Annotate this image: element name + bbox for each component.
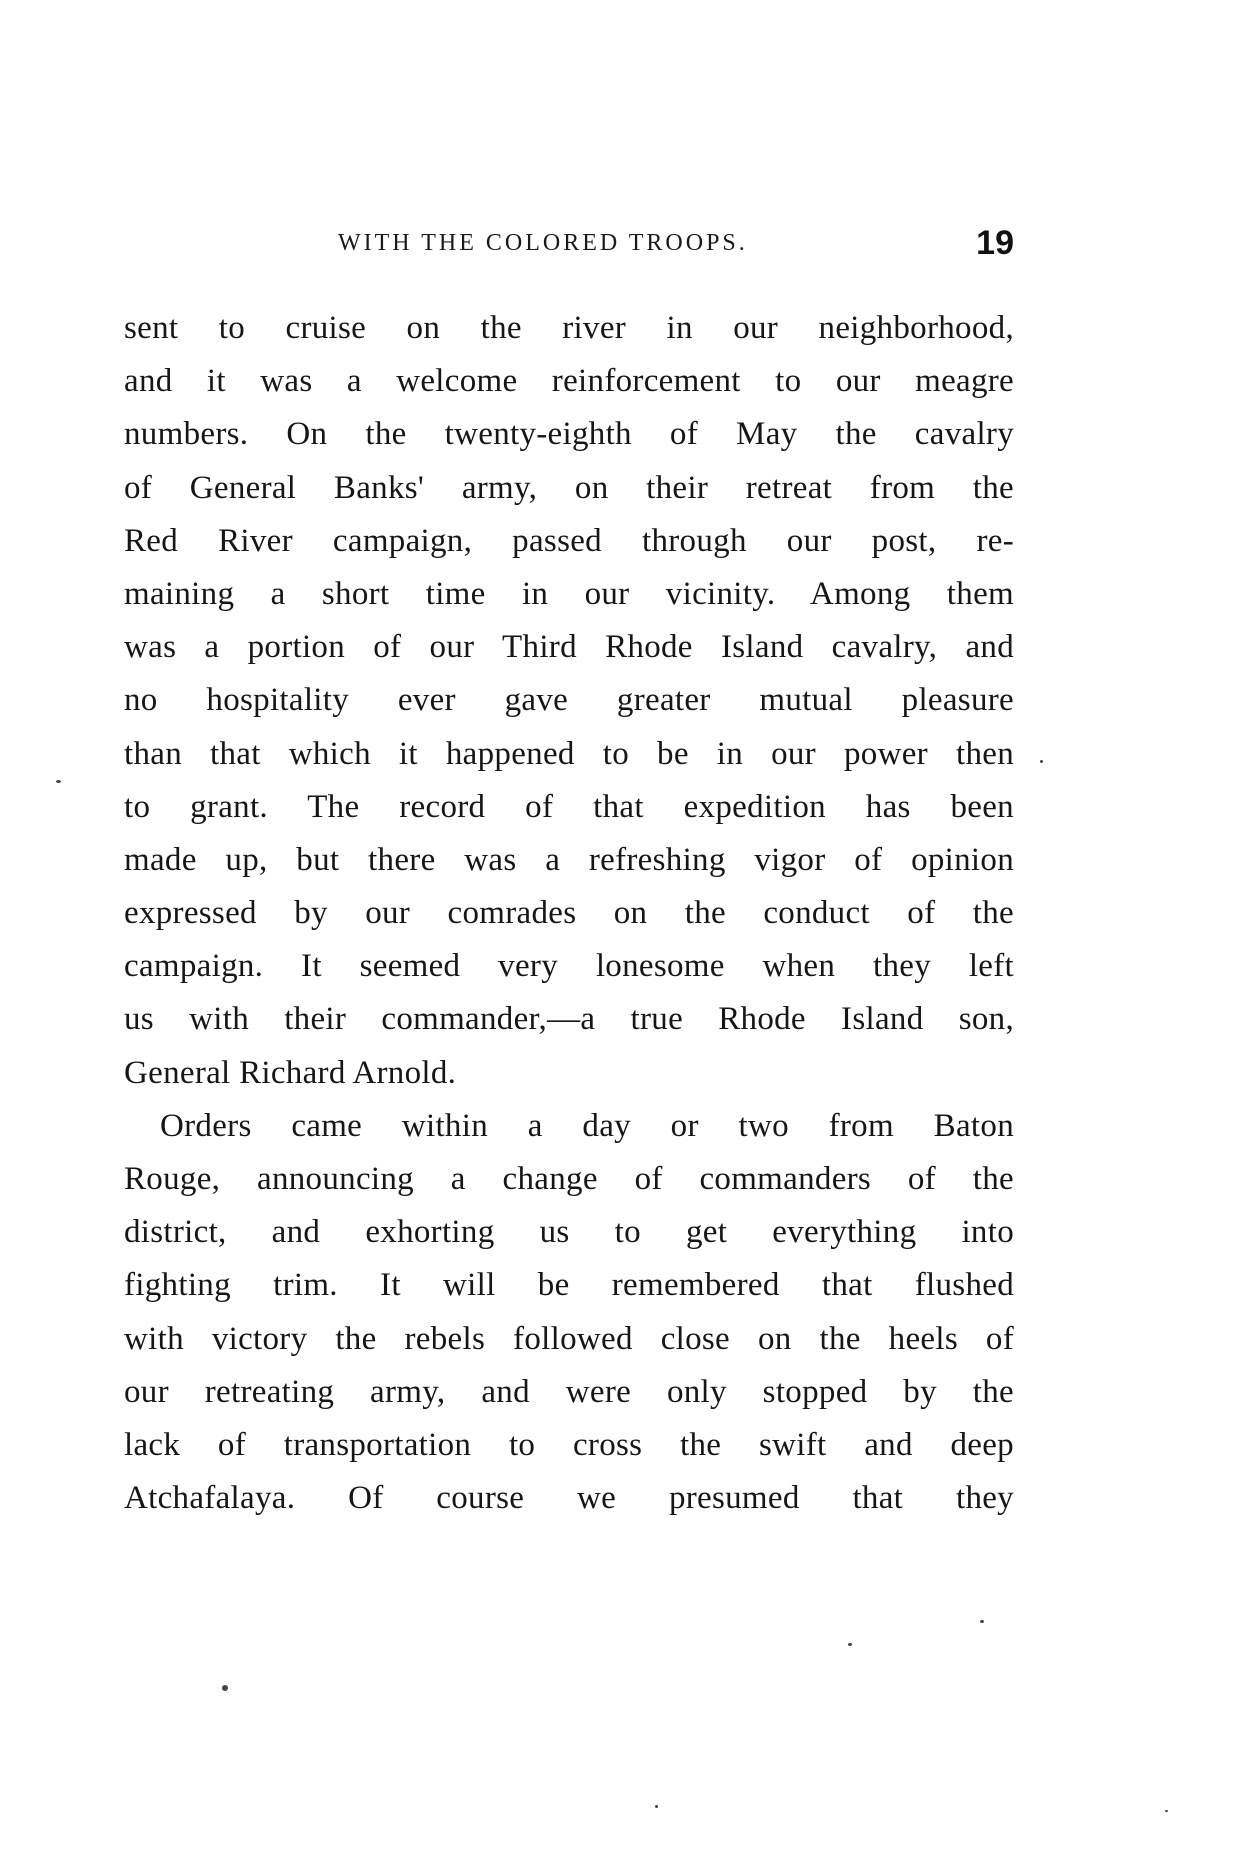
text-line: with victory the rebels followed close on the heels of — [124, 1320, 1014, 1357]
running-title: WITH THE COLORED TROOPS. — [338, 230, 748, 256]
text-line: sent to cruise on the river in our neighborhood, — [124, 310, 1014, 346]
scan-speck — [848, 1643, 852, 1646]
text-line: no hospitality ever gave greater mutual pleasure — [124, 682, 1014, 719]
body-text — [124, 302, 1014, 1525]
text-line: lack of transportation to cross the swift and deep — [124, 1426, 1014, 1463]
page-number: 19 — [976, 224, 1014, 262]
text-line: us with their commander,—a true Rhode Island son, — [124, 1001, 1014, 1038]
text-line: of General Banks' army, on their retreat from the — [124, 469, 1014, 506]
scan-speck — [1165, 1810, 1168, 1812]
text-line: made up, but there was a refreshing vigor of opinion — [124, 841, 1014, 878]
scan-speck — [980, 1620, 984, 1623]
text-line: campaign. It seemed very lonesome when they left — [124, 948, 1014, 985]
text-line: Red River campaign, passed through our post, re- — [124, 522, 1014, 559]
text-line: to grant. The record of that expedition has been — [124, 788, 1014, 825]
text-line: fighting trim. It will be remembered that flushed — [124, 1267, 1014, 1304]
text-line: district, and exhorting us to get everything into — [124, 1214, 1014, 1251]
text-line: Rouge, announcing a change of commanders of the — [124, 1161, 1014, 1197]
text-line: Atchafalaya. Of course we presumed that they — [124, 1480, 1014, 1517]
text-line: Orders came within a day or two from Baton — [160, 1107, 1014, 1144]
paragraph-1 — [124, 302, 1014, 1100]
scan-speck — [655, 1805, 658, 1808]
text-line: maining a short time in our vicinity. Among them — [124, 575, 1014, 612]
scan-speck — [1040, 760, 1043, 763]
paragraph-2 — [124, 1100, 1014, 1526]
text-line: numbers. On the twenty-eighth of May the cavalry — [124, 416, 1014, 453]
scan-speck — [56, 780, 61, 783]
scan-speck — [222, 1685, 228, 1691]
text-line: than that which it happened to be in our power then — [124, 735, 1014, 772]
text-line: was a portion of our Third Rhode Island cavalry, and — [124, 629, 1014, 666]
text-line: General Richard Arnold. — [124, 1054, 457, 1091]
text-line: and it was a welcome reinforcement to our meagre — [124, 363, 1014, 400]
text-line: expressed by our comrades on the conduct of the — [124, 895, 1014, 932]
running-head — [338, 224, 1014, 264]
text-line: our retreating army, and were only stopped by the — [124, 1373, 1014, 1410]
